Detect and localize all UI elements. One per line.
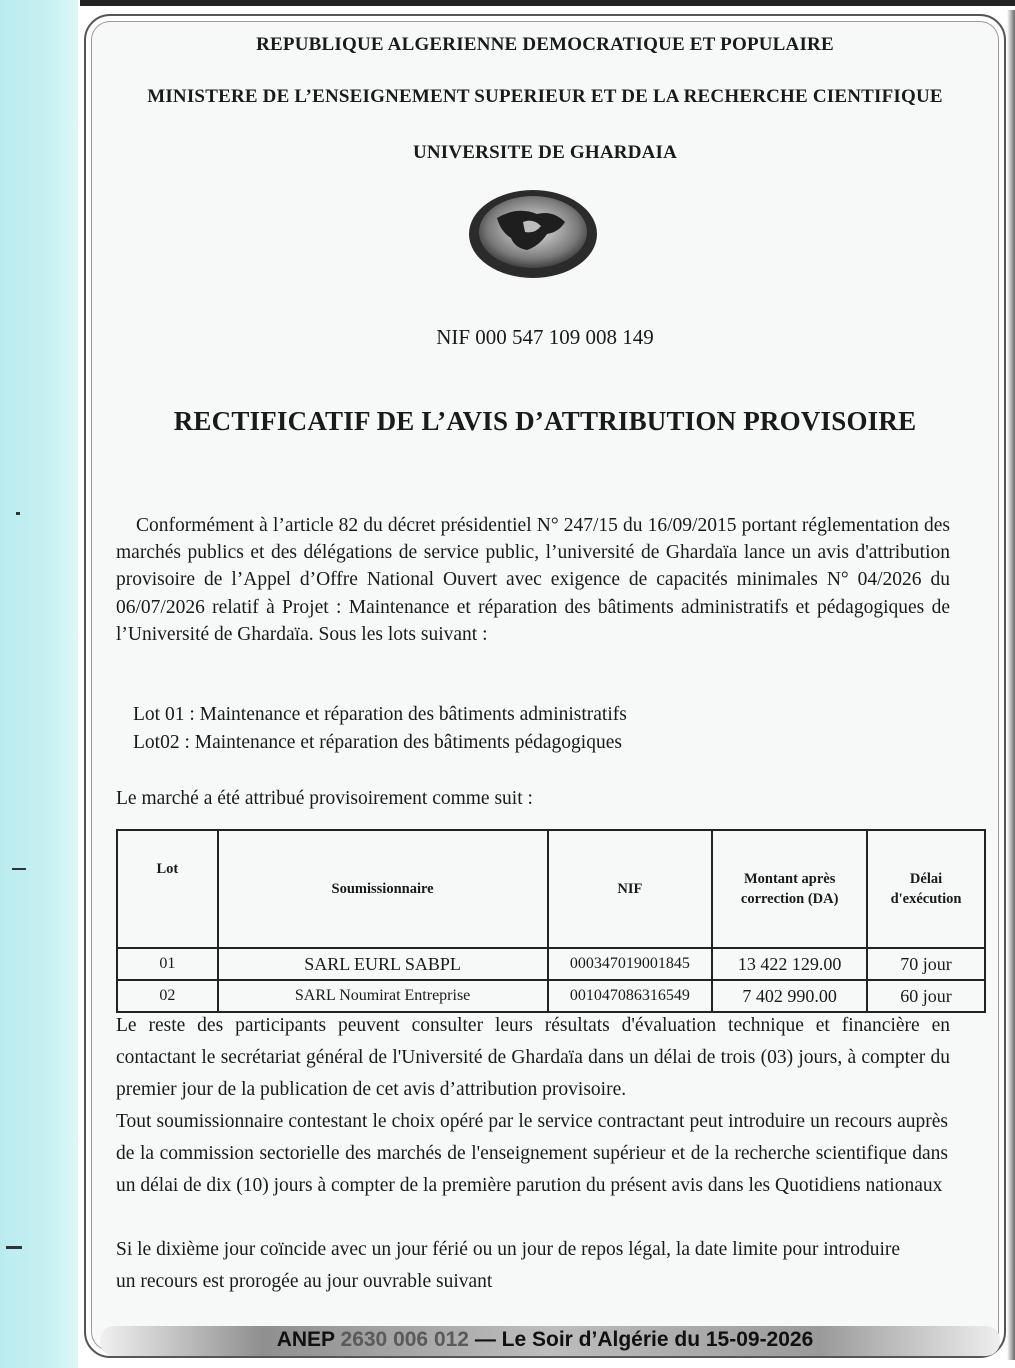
publication-footer	[84, 1328, 1006, 1352]
cell-nif: 001047086316549	[548, 980, 713, 1012]
footer-prefix: ANEP	[276, 1328, 335, 1351]
award-table	[116, 829, 986, 1013]
header-republic: REPUBLIQUE ALGERIENNE DEMOCRATIQUE ET POPULAIRE	[256, 34, 834, 55]
closing-paragraph-deadline: Si le dixième jour coïncide avec un jour férié ou un jour de repos légal, la date limite pour introduire un recours est prorogée au jour ouvrable suivant	[116, 1239, 901, 1292]
col-header-delay: Délai d'exécution	[867, 830, 985, 948]
cell-bidder: SARL Noumirat Entreprise	[218, 980, 548, 1012]
footer-number: 2630 006 012	[340, 1328, 469, 1351]
cell-bidder: SARL EURL SABPL	[218, 948, 548, 980]
closing-paragraph-appeal: Tout soumissionnaire contestant le choix opéré par le service contractant peut introduire un recours auprès de la commission sectorielle des marchés de l'enseignement supérieur et de la recherche scientifique dans un délai de dix (10) jours à compter de la première parution du présent avis dans les Quotidiens nationaux	[116, 1111, 948, 1196]
cell-nif: 000347019001845	[548, 948, 713, 980]
cell-lot: 01	[117, 948, 218, 980]
table-row	[117, 948, 985, 980]
scan-right-edge	[1007, 10, 1015, 1360]
institution-nif: NIF 000 547 109 008 149	[436, 325, 654, 349]
header-university: UNIVERSITE DE GHARDAIA	[412, 142, 678, 163]
lot-item-01: Lot 01 : Maintenance et réparation des bâtiments administratifs	[133, 704, 627, 725]
col-header-nif: NIF	[548, 830, 713, 948]
cell-delay: 70 jour	[867, 948, 985, 980]
header-ministry: MINISTERE DE L’ENSEIGNEMENT SUPERIEUR ET DE LA RECHERCHE CIENTIFIQUE	[147, 86, 943, 107]
col-header-amount: Montant après correction (DA)	[712, 830, 867, 948]
closing-paragraph-results: Le reste des participants peuvent consulter leurs résultats d'évaluation technique et financière en contactant le secrétariat général de l'Université de Ghardaïa dans un délai de trois (03) jours, à compter du premier jour de la publication de cet avis d’attribution provisoire.	[116, 1015, 950, 1100]
notice-title: RECTIFICATIF DE L’AVIS D’ATTRIBUTION PROVISOIRE	[173, 406, 917, 436]
scan-speck	[12, 868, 26, 870]
cell-lot: 02	[117, 980, 218, 1012]
award-table-header	[117, 830, 985, 948]
scan-speck	[6, 1246, 22, 1249]
cell-delay: 60 jour	[867, 980, 985, 1012]
intro-paragraph: Conformément à l’article 82 du décret présidentiel N° 247/15 du 16/09/2015 portant réglementation des marchés publics et des délégations de service public, l’université de Ghardaïa lance un avis d'attribution provisoire de l’Appel d’Offre National Ouvert avec exigence de capacités minimales N° 04/2026 du 06/07/2026 relatif à Projet : Maintenance et réparation des bâtiments administratifs et pédagogiques de l’Université de Ghardaïa. Sous les lots suivant :	[116, 515, 950, 645]
lot-item-02: Lot02 : Maintenance et réparation des bâtiments pédagogiques	[133, 732, 622, 753]
award-intro: Le marché a été attribué provisoirement comme suit :	[116, 788, 533, 809]
table-row	[117, 980, 985, 1012]
scan-speck	[16, 512, 20, 515]
col-header-bidder: Soumissionnaire	[218, 830, 548, 948]
footer-suffix: — Le Soir d’Algérie du 15-09-2026	[474, 1328, 814, 1351]
cell-amount: 7 402 990.00	[712, 980, 867, 1012]
scan-left-margin	[0, 0, 78, 1368]
scan-top-edge	[80, 0, 1015, 6]
cell-amount: 13 422 129.00	[712, 948, 867, 980]
university-logo	[467, 188, 599, 280]
col-header-lot: Lot	[117, 830, 218, 948]
